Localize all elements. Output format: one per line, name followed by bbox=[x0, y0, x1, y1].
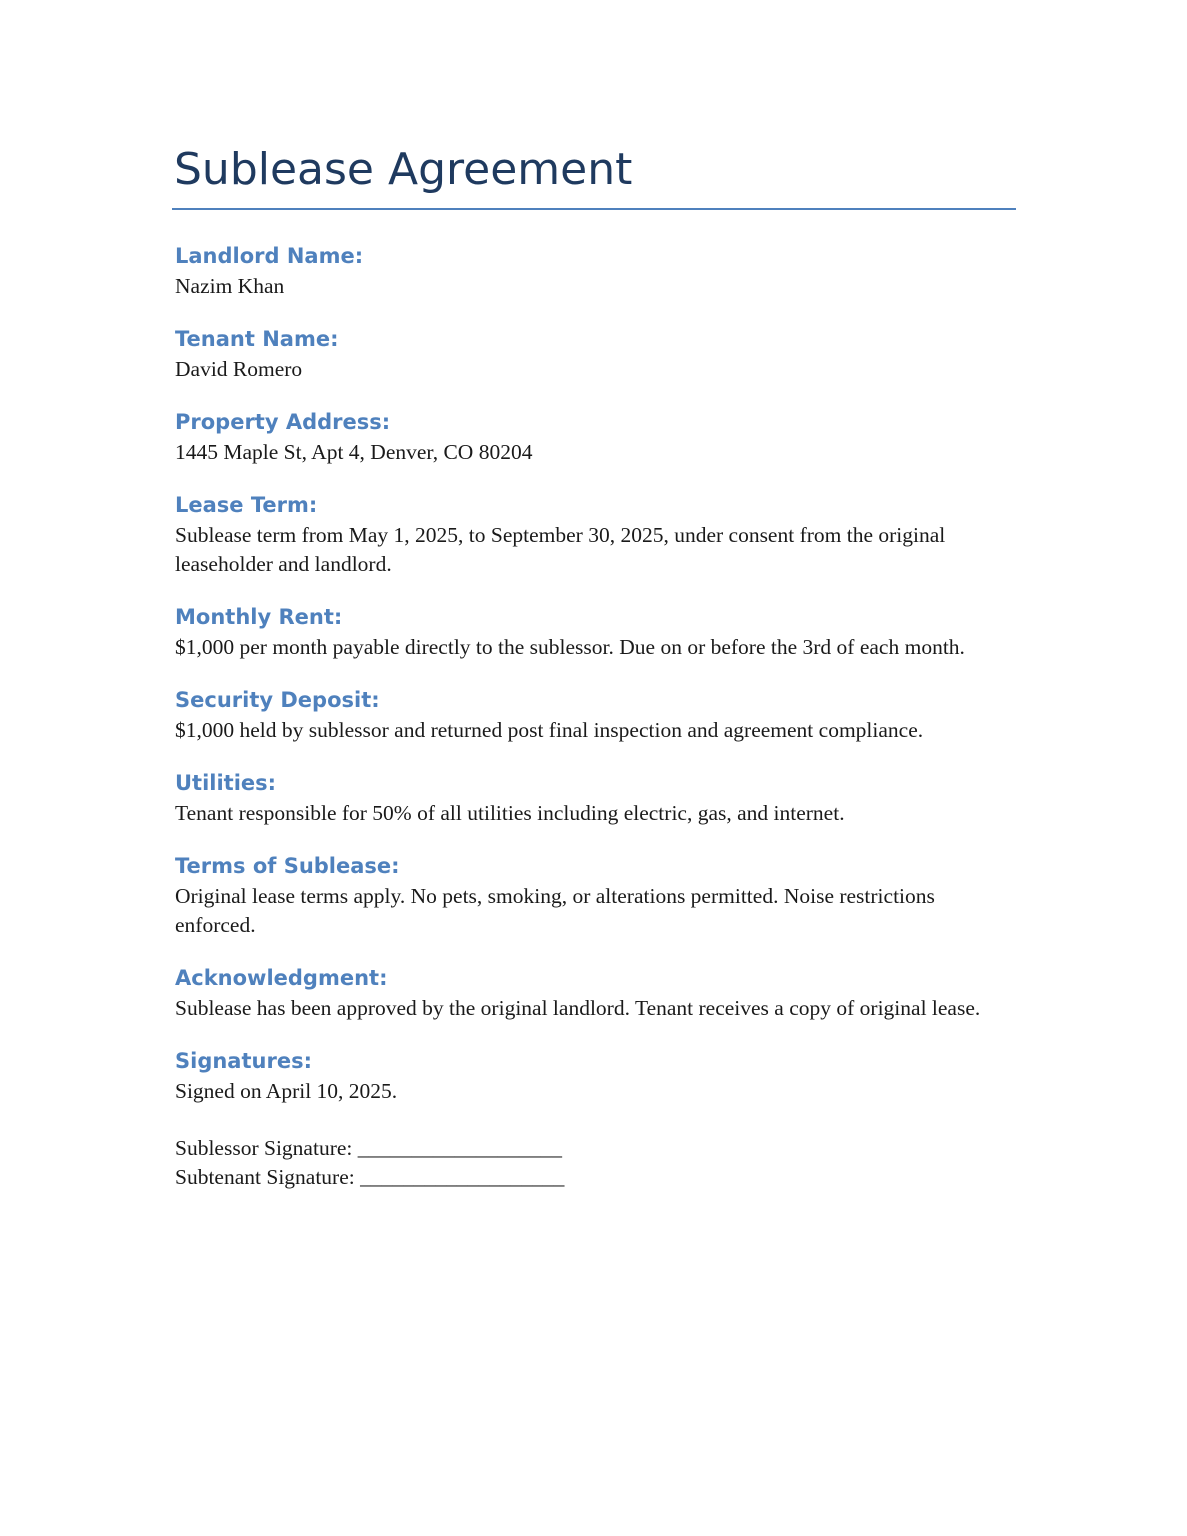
signature-block bbox=[175, 1134, 1020, 1192]
section-body: Original lease terms apply. No pets, smoking, or alterations permitted. Noise restrictions enforced. bbox=[175, 884, 935, 937]
section-body: Sublease has been approved by the original landlord. Tenant receives a copy of original lease. bbox=[175, 996, 981, 1020]
section-property-address bbox=[175, 406, 1020, 467]
document-body bbox=[175, 240, 1020, 1192]
section-heading: Lease Term: bbox=[175, 493, 318, 517]
section-heading: Property Address: bbox=[175, 410, 391, 434]
section-signatures bbox=[175, 1045, 1020, 1106]
section-utilities bbox=[175, 767, 1020, 828]
section-heading: Tenant Name: bbox=[175, 327, 339, 351]
sublessor-signature-line: Sublessor Signature: ___________________ bbox=[175, 1136, 562, 1160]
section-body: David Romero bbox=[175, 357, 303, 381]
section-body: 1445 Maple St, Apt 4, Denver, CO 80204 bbox=[175, 440, 533, 464]
section-landlord-name bbox=[175, 240, 1020, 301]
section-monthly-rent bbox=[175, 601, 1020, 662]
section-heading: Utilities: bbox=[175, 771, 277, 795]
section-body: Tenant responsible for 50% of all utilities including electric, gas, and internet. bbox=[175, 801, 845, 825]
section-heading: Acknowledgment: bbox=[175, 966, 388, 990]
section-body: Nazim Khan bbox=[175, 274, 285, 298]
section-body: Signed on April 10, 2025. bbox=[175, 1079, 398, 1103]
section-terms-of-sublease bbox=[175, 850, 1020, 940]
subtenant-signature-line: Subtenant Signature: ___________________ bbox=[175, 1165, 565, 1189]
document-title: Sublease Agreement bbox=[174, 144, 633, 195]
section-heading: Terms of Sublease: bbox=[175, 854, 400, 878]
section-heading: Landlord Name: bbox=[175, 244, 364, 268]
section-body: $1,000 per month payable directly to the sublessor. Due on or before the 3rd of each month. bbox=[175, 635, 965, 659]
section-security-deposit bbox=[175, 684, 1020, 745]
section-lease-term bbox=[175, 489, 1020, 579]
section-body: $1,000 held by sublessor and returned post final inspection and agreement compliance. bbox=[175, 718, 924, 742]
section-tenant-name bbox=[175, 323, 1020, 384]
section-heading: Security Deposit: bbox=[175, 688, 380, 712]
title-underline bbox=[172, 208, 1016, 210]
section-acknowledgment bbox=[175, 962, 1020, 1023]
section-body: Sublease term from May 1, 2025, to September 30, 2025, under consent from the original leaseholder and landlord. bbox=[175, 523, 946, 576]
section-heading: Signatures: bbox=[175, 1049, 312, 1073]
section-heading: Monthly Rent: bbox=[175, 605, 343, 629]
